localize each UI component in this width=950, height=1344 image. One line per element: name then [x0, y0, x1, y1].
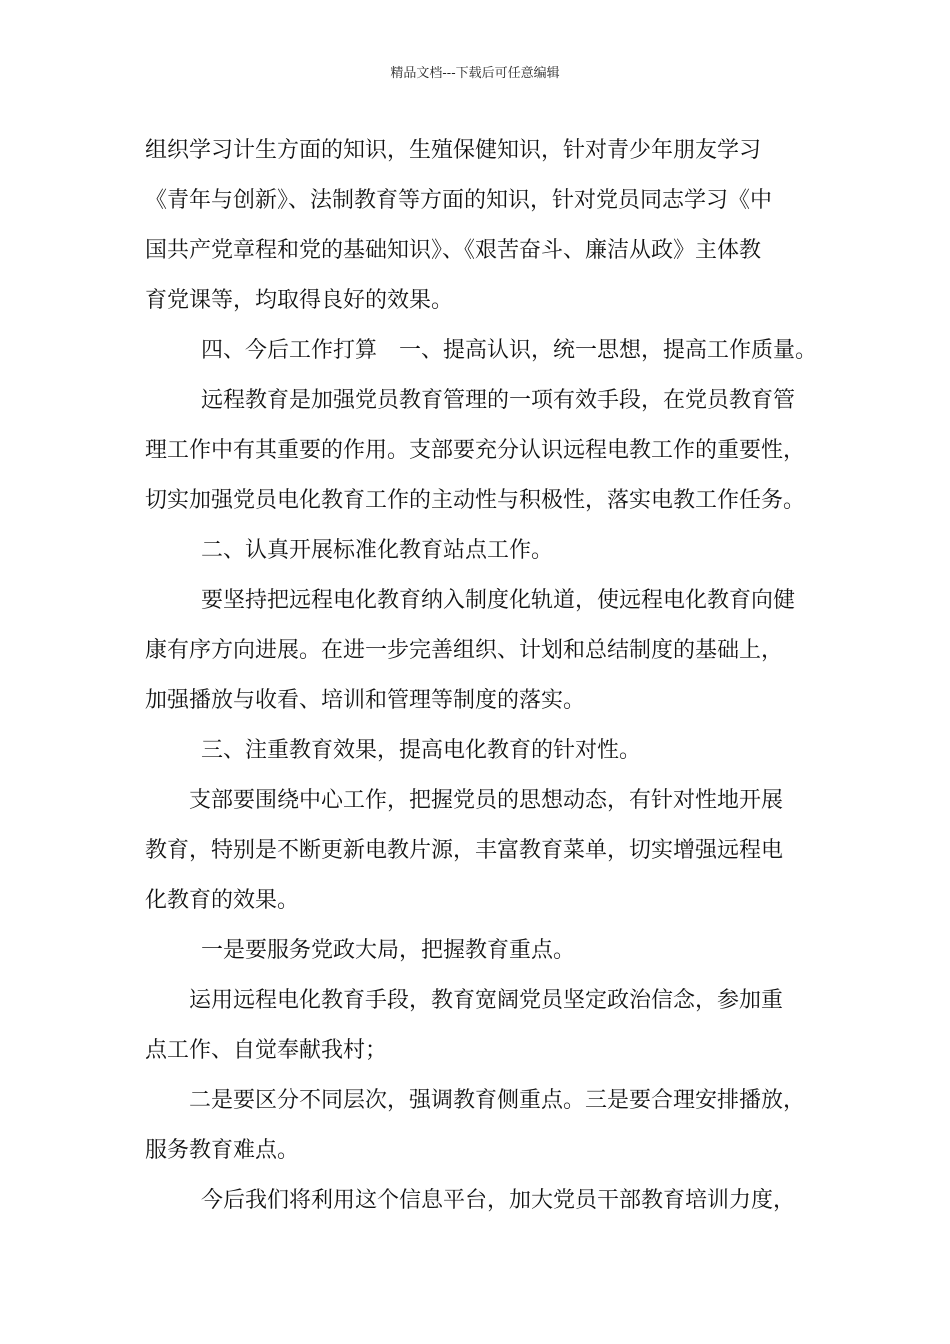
text-line: 运用远程电化教育手段，教育宽阔党员坚定政治信念，参加重	[189, 988, 784, 1013]
text-line: 切实加强党员电化教育工作的主动性与积极性，落实电教工作任务。	[145, 488, 806, 513]
text-line: 二是要区分不同层次，强调教育侧重点。三是要合理安排播放，	[189, 1088, 806, 1113]
text-line: 教育，特别是不断更新电教片源，丰富教育菜单，切实增强远程电	[145, 838, 784, 863]
text-line: 加强播放与收看、培训和管理等制度的落实。	[145, 688, 586, 713]
text-line: 远程教育是加强党员教育管理的一项有效手段，在党员教育管	[201, 388, 796, 413]
text-line: 育党课等，均取得良好的效果。	[145, 288, 454, 313]
text-line: 化教育的效果。	[145, 888, 300, 913]
text-line: 服务教育难点。	[145, 1138, 300, 1163]
text-line: 今后我们将利用这个信息平台，加大党员干部教育培训力度，	[201, 1188, 796, 1213]
text-line: 支部要围绕中心工作，把握党员的思想动态，有针对性地开展	[189, 788, 784, 813]
text-line: 理工作中有其重要的作用。支部要充分认识远程电教工作的重要性，	[145, 438, 806, 463]
section-heading: 一是要服务党政大局，把握教育重点。	[201, 938, 576, 963]
page-header: 精品文档---下载后可任意编辑	[390, 66, 560, 81]
section-heading: 二、认真开展标准化教育站点工作。	[201, 538, 554, 563]
text-line: 组织学习计生方面的知识，生殖保健知识，针对青少年朋友学习	[145, 138, 762, 163]
text-line: 点工作、自觉奉献我村；	[145, 1038, 388, 1063]
text-line: 康有序方向进展。在进一步完善组织、计划和总结制度的基础上，	[145, 638, 784, 663]
text-line: 国共产党章程和党的基础知识》、《艰苦奋斗、廉洁从政》主体教	[145, 238, 762, 263]
section-heading: 三、注重教育效果，提高电化教育的针对性。	[201, 738, 642, 763]
text-line: 要坚持把远程电化教育纳入制度化轨道，使远程电化教育向健	[201, 588, 796, 613]
text-line: 《青年与创新》、法制教育等方面的知识，针对党员同志学习《中	[145, 188, 773, 213]
section-heading: 四、今后工作打算 一、提高认识，统一思想，提高工作质量。	[201, 338, 818, 363]
